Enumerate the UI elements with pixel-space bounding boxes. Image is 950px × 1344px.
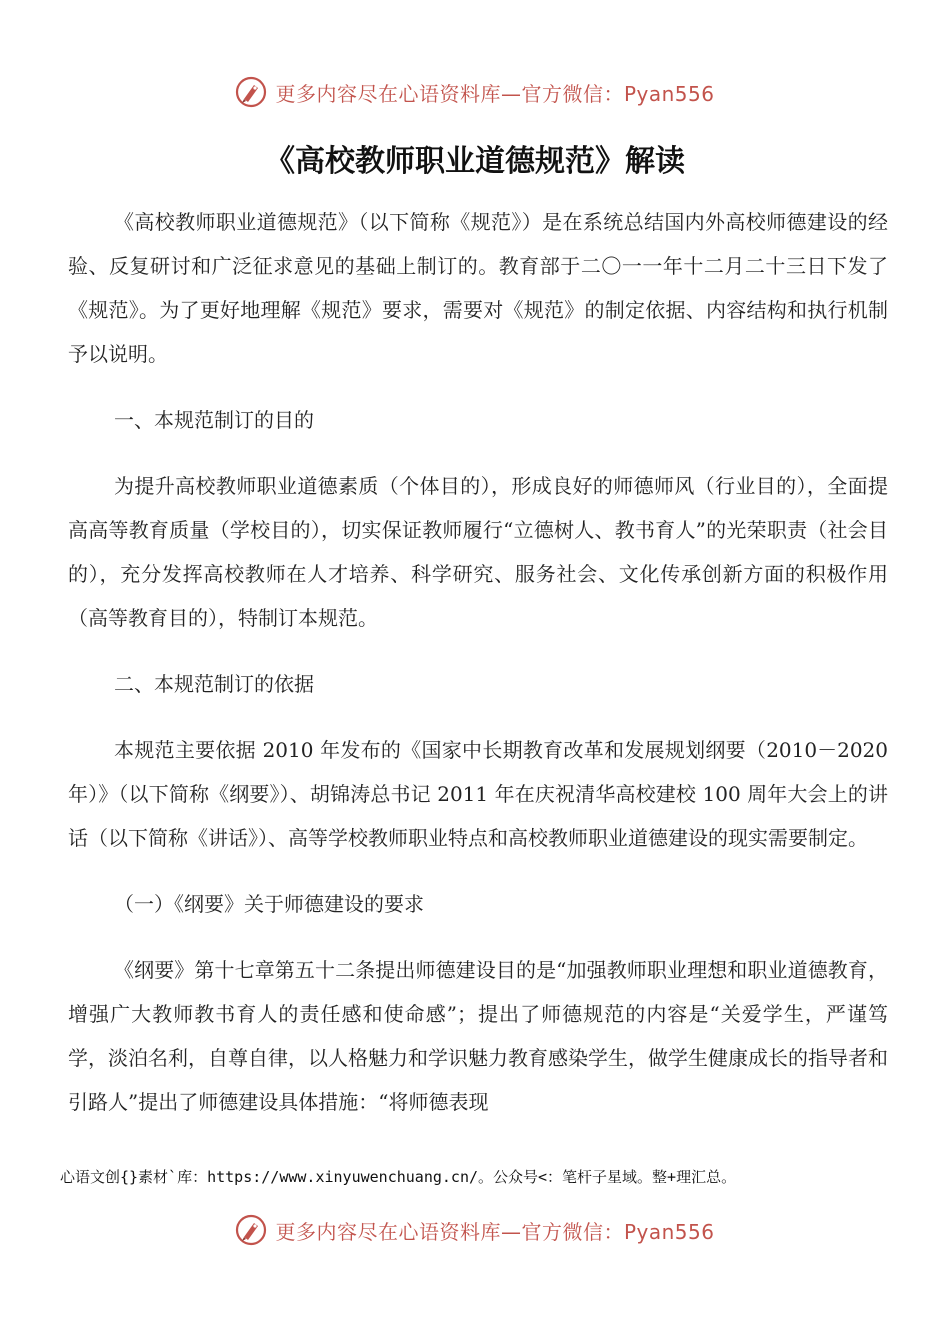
section-1-heading: 一、本规范制订的目的 — [114, 408, 314, 432]
subsection-1-heading: （一）《纲要》关于师德建设的要求 — [114, 892, 424, 916]
pen-nib-logo-icon — [235, 76, 267, 108]
banner-text: 更多内容尽在心语资料库—官方微信：Pyan556 — [275, 1219, 715, 1244]
header-banner — [0, 72, 950, 112]
subsection-1-paragraph: 《纲要》第十七章第五十二条提出师德建设目的是“加强教师职业理想和职业道德教育，增强广大教师教书育人的责任感和使命感”；提出了师德规范的内容是“关爱学生，严谨笃学，淡泊名利，自尊自律，以人格魅力和学识魅力教育感染学生，做学生健康成长的指导者和引路人”提出了师德建设具体措施：“将师德表现 — [68, 958, 888, 1114]
section-2-paragraph: 本规范主要依据 2010 年发布的《国家中长期教育改革和发展规划纲要（2010－2020 年）》（以下简称《纲要》）、胡锦涛总书记 2011 年在庆祝清华高校建校 100 周年大会上的讲话（以下简称《讲话》）、高等学校教师职业特点和高校教师职业道德建设的现实需要制定。 — [68, 738, 888, 850]
banner-text: 更多内容尽在心语资料库—官方微信：Pyan556 — [275, 81, 715, 106]
pen-nib-logo-icon — [235, 1214, 267, 1246]
document-body — [68, 200, 888, 1124]
intro-paragraph: 《高校教师职业道德规范》（以下简称《规范》）是在系统总结国内外高校师德建设的经验、反复研讨和广泛征求意见的基础上制订的。教育部于二〇一一年十二月二十三日下发了《规范》。为了更好地理解《规范》要求，需要对《规范》的制定依据、内容结构和执行机制予以说明。 — [68, 210, 888, 366]
source-footnote: 心语文创{}素材`库：https://www.xinyuwenchuang.cn/。公众号<：笔杆子星域。整+理汇总。 — [60, 1168, 737, 1186]
section-2-heading: 二、本规范制订的依据 — [114, 672, 314, 696]
footer-banner — [0, 1210, 950, 1250]
document-title: 《高校教师职业道德规范》解读 — [265, 144, 685, 179]
section-1-paragraph: 为提升高校教师职业道德素质（个体目的），形成良好的师德师风（行业目的），全面提高高等教育质量（学校目的），切实保证教师履行“立德树人、教书育人”的光荣职责（社会目的），充分发挥高校教师在人才培养、科学研究、服务社会、文化传承创新方面的积极作用（高等教育目的），特制订本规范。 — [68, 474, 888, 630]
